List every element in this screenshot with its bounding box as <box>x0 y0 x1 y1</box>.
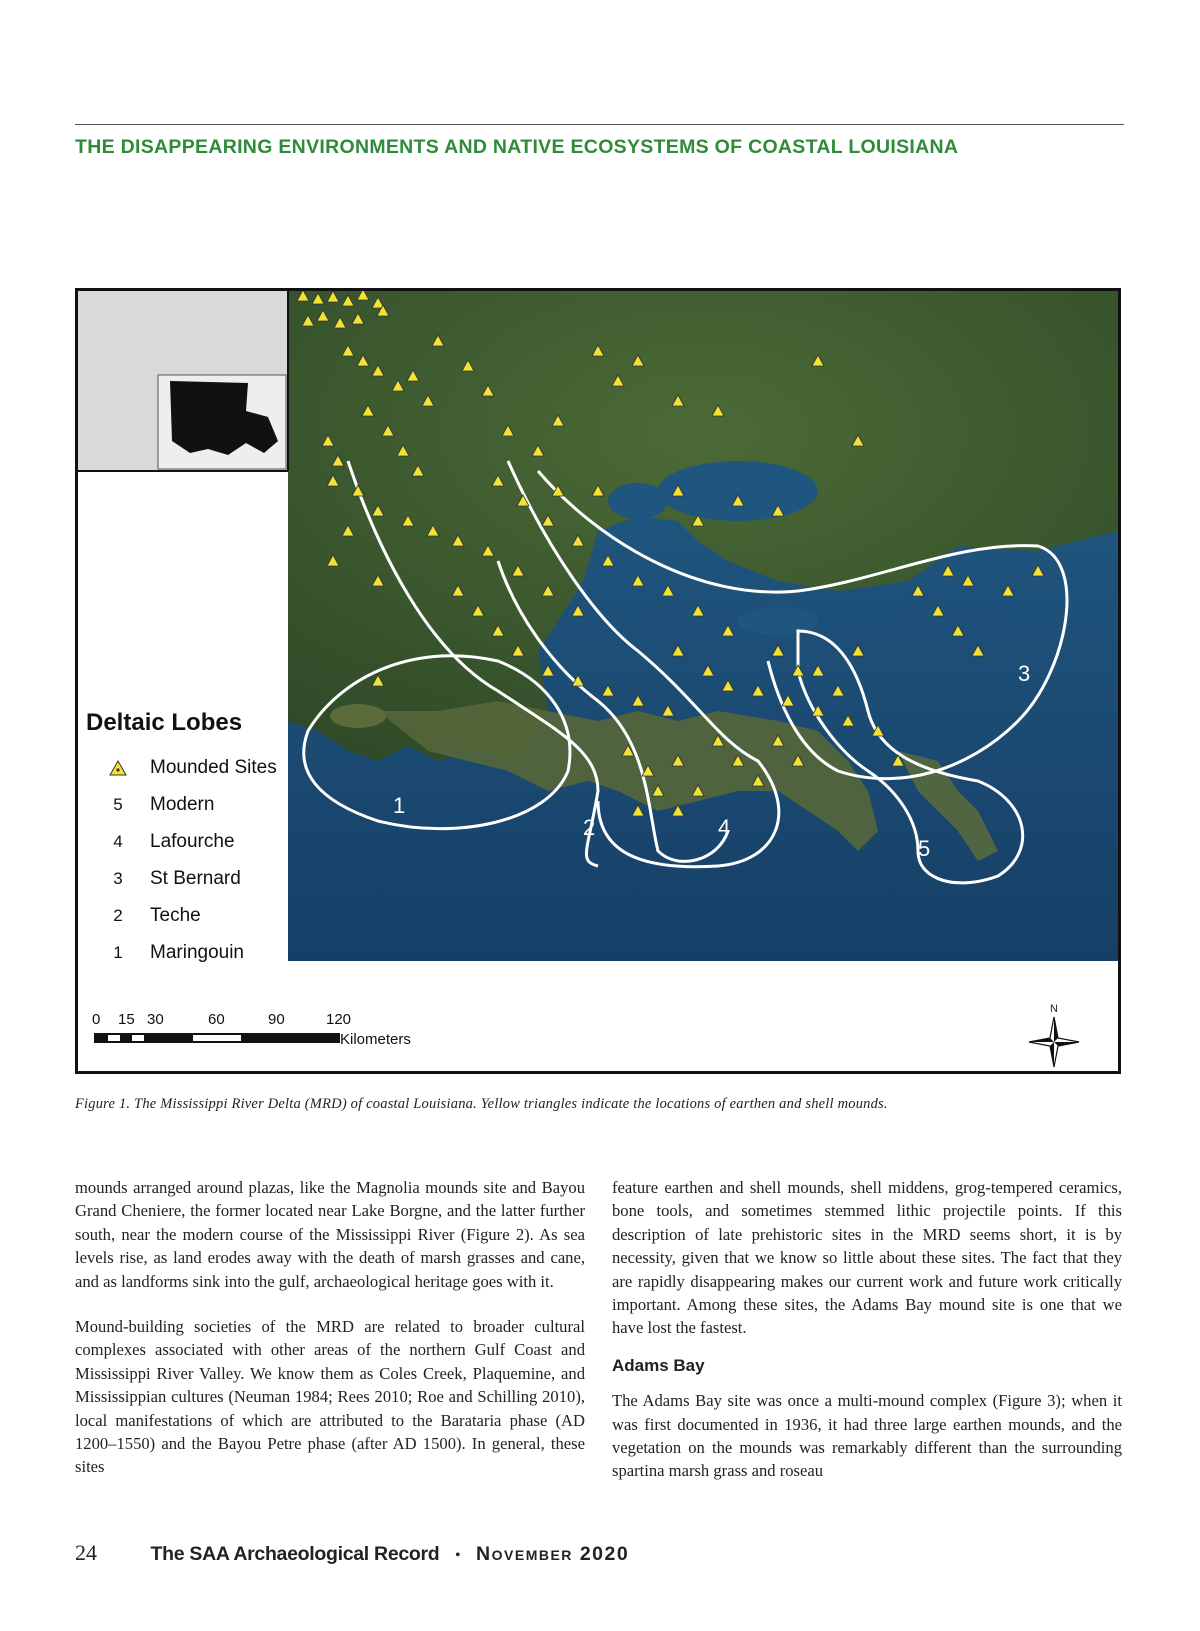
map-legend <box>86 709 286 971</box>
scale-bar-graphic <box>94 1033 340 1043</box>
body-paragraph: The Adams Bay site was once a multi-mound complex (Figure 3); when it was first documented in 1936, it had three large earthen mounds, and the vegetation on the mounds was remarkably different than the surrounding spartina marsh grass and roseau <box>612 1391 1122 1481</box>
figure-1-map <box>75 288 1121 1074</box>
page-footer <box>75 1540 629 1566</box>
scale-tick: 120 <box>326 1011 352 1028</box>
section-title: THE DISAPPEARING ENVIRONMENTS AND NATIVE ECOSYSTEMS OF COASTAL LOUISIANA <box>75 136 959 158</box>
legend-label: Mounded Sites <box>150 756 277 778</box>
scale-unit: Kilometers <box>340 1031 411 1048</box>
body-paragraph: feature earthen and shell mounds, shell middens, grog-tempered ceramics, bone tools, and sometimes stemmed lithic projectile points. If this description of late prehistoric sites in the MRD seems short, it is by necessity, given that we know so little about these sites. The fact that they are rapidly disappearing makes our current work and future work critically important. Among these sites, the Adams Bay mound site is one that we have lost the fastest. <box>612 1178 1122 1338</box>
lobe-label-2: 2 <box>583 815 596 840</box>
legend-key: 4 <box>113 831 123 851</box>
body-column-right <box>612 1176 1122 1505</box>
legend-label: Maringouin <box>150 941 244 963</box>
issue-date: November 2020 <box>476 1543 630 1565</box>
lake-pontchartrain <box>658 461 818 521</box>
legend-row-modern <box>86 786 286 823</box>
lobe-label-3: 3 <box>1018 661 1031 686</box>
legend-key: 3 <box>113 868 123 888</box>
figure-caption: Figure 1. The Mississippi River Delta (MRD) of coastal Louisiana. Yellow triangles indicate the locations of earthen and shell mounds. <box>75 1096 888 1112</box>
triangle-icon <box>86 760 150 776</box>
compass-icon <box>1027 1015 1081 1069</box>
subheading-adams-bay: Adams Bay <box>612 1355 705 1375</box>
lobe-label-4: 4 <box>718 815 731 840</box>
legend-label: Modern <box>150 793 215 815</box>
page-number: 24 <box>75 1540 97 1565</box>
scale-tick: 0 <box>92 1011 101 1028</box>
legend-row-st-bernard <box>86 860 286 897</box>
legend-row-maringouin <box>86 934 286 971</box>
north-arrow <box>1024 1003 1084 1073</box>
scale-tick: 30 <box>147 1011 164 1028</box>
scale-tick: 60 <box>208 1011 225 1028</box>
scale-bar <box>92 1011 452 1061</box>
north-label: N <box>1050 1003 1058 1015</box>
legend-key: 5 <box>113 794 123 814</box>
legend-row-teche <box>86 897 286 934</box>
publication-title: The SAA Archaeological Record <box>150 1543 440 1565</box>
legend-title: Deltaic Lobes <box>86 709 243 736</box>
body-paragraph: mounds arranged around plazas, like the Magnolia mounds site and Bayou Grand Cheniere, the former located near Lake Borgne, and the latter further south, near the modern course of the Mississippi River (Figure 2). As sea levels rise, as land erodes away with the death of marsh grasses and cane, and as landforms sink into the gulf, archaeological heritage goes with it. <box>75 1178 585 1291</box>
legend-row-lafourche <box>86 823 286 860</box>
body-column-left <box>75 1176 585 1501</box>
marsh-island <box>330 704 386 728</box>
footer-bullet: • <box>454 1547 461 1564</box>
header-rule <box>75 124 1124 125</box>
lobe-label-5: 5 <box>918 836 931 861</box>
body-paragraph: Mound-building societies of the MRD are related to broader cultural complexes associated with other areas of the northern Gulf Coast and Mississippi River Valley. We know them as Coles Creek, Plaquemine, and Mississippian cultures (Neuman 1984; Rees 2010; Roe and Schilling 2010), local manifestations of which are attributed to the Barataria phase (AD 1200–1550) and the Bayou Petre phase (after AD 1500). In general, these sites <box>75 1317 585 1477</box>
legend-key: 2 <box>113 905 123 925</box>
lobe-label-1: 1 <box>393 793 406 818</box>
scale-tick: 90 <box>268 1011 285 1028</box>
legend-label: Teche <box>150 904 201 926</box>
legend-key: 1 <box>113 942 123 962</box>
lake-maurepas <box>608 483 668 519</box>
legend-label: Lafourche <box>150 830 235 852</box>
legend-label: St Bernard <box>150 867 241 889</box>
scale-tick: 15 <box>118 1011 135 1028</box>
legend-row-mounded-sites <box>86 749 286 786</box>
